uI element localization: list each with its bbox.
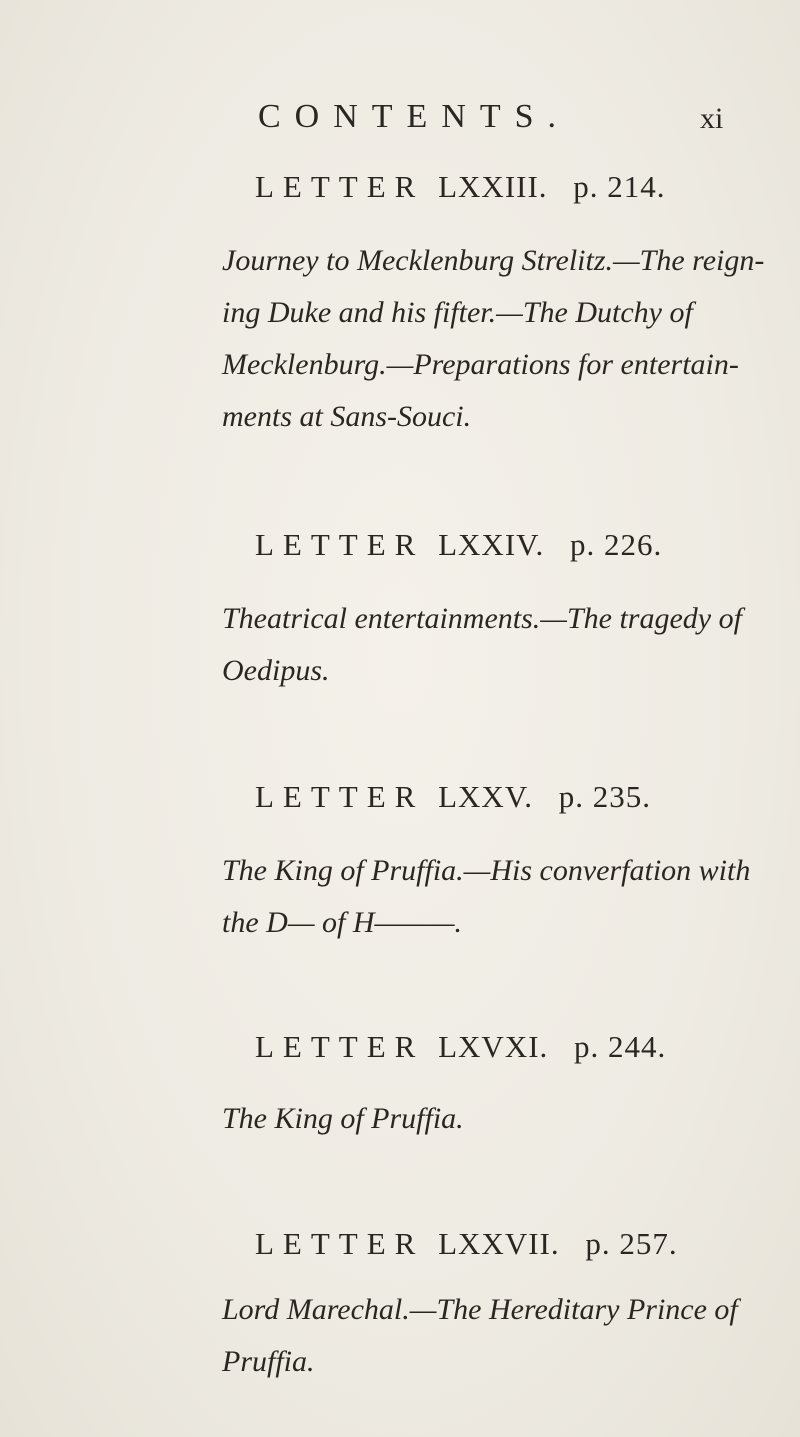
running-head	[0, 92, 800, 142]
letter-summary	[222, 1093, 742, 1145]
running-title: CONTENTS.	[258, 98, 571, 135]
letter-page-ref: p. 214.	[573, 169, 666, 204]
summary-line: Journey to Mecklenburg Strelitz.—The reign-	[222, 244, 765, 277]
letter-heading	[255, 1025, 666, 1069]
letter-number: LXVXI.	[438, 1029, 549, 1064]
letter-number: LXXIV.	[438, 527, 545, 562]
letter-heading	[255, 165, 666, 209]
letter-label: LETTER	[255, 1029, 425, 1064]
letter-label: LETTER	[255, 527, 425, 562]
letter-heading	[255, 775, 651, 819]
summary-line: The King of Pruffia.—His converfation with	[222, 854, 751, 887]
summary-line: The King of Pruffia.	[222, 1102, 464, 1135]
letter-summary	[222, 593, 742, 697]
summary-line: Mecklenburg.—Preparations for entertain-	[222, 348, 739, 381]
letter-page-ref: p. 235.	[558, 779, 651, 814]
letter-summary	[222, 235, 765, 443]
letter-label: LETTER	[255, 1226, 425, 1261]
letter-label: LETTER	[255, 779, 425, 814]
letter-heading	[255, 1222, 678, 1266]
letter-summary	[222, 1284, 742, 1388]
summary-line: Oedipus.	[222, 654, 330, 687]
page-number: xi	[700, 102, 724, 135]
letter-label: LETTER	[255, 169, 425, 204]
letter-number: LXXVII.	[438, 1226, 560, 1261]
letter-number: LXXV.	[438, 779, 533, 814]
letter-summary	[222, 845, 751, 949]
summary-line: Lord Marechal.—The Hereditary Prince of	[222, 1293, 738, 1326]
letter-page-ref: p. 244.	[574, 1029, 667, 1064]
summary-line: Theatrical entertainments.—The tragedy of	[222, 602, 742, 635]
letter-page-ref: p. 226.	[570, 527, 663, 562]
summary-line: Pruffia.	[222, 1345, 315, 1378]
letter-number: LXXIII.	[438, 169, 548, 204]
summary-line: ing Duke and his fifter.—The Dutchy of	[222, 296, 693, 329]
letter-page-ref: p. 257.	[585, 1226, 678, 1261]
summary-line: ments at Sans-Souci.	[222, 400, 472, 433]
letter-heading	[255, 523, 662, 567]
summary-line: the D— of H———.	[222, 906, 463, 939]
